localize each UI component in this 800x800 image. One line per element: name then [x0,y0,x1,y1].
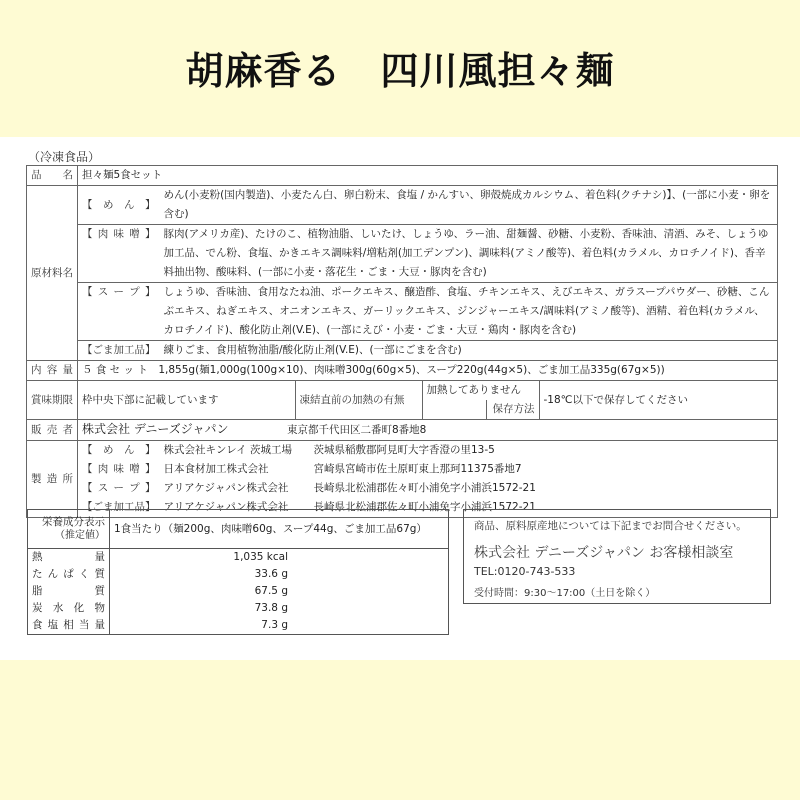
manufacturer-entry [160,441,778,461]
nutrition-row [28,566,449,583]
contents-header: 内容量 [27,361,78,381]
ingredients-header: 原材料名 [27,186,78,361]
nutrition-row [28,617,449,635]
nutrition-value: 73.8 g [254,602,288,614]
ingredient-row [27,225,778,283]
nutrition-label-chars [32,583,105,600]
nutrition-label [28,566,110,583]
nutrition-label-chars [32,617,105,634]
nutrition-label-char: 物 [94,602,105,614]
contact-box [463,509,771,604]
nutrition-label-char: 質 [94,568,105,580]
nutrition-label-char: 水 [52,602,64,614]
nutrition-row [28,600,449,617]
nutrition-value: 7.3 g [261,619,288,631]
nutrition-label-char: 量 [94,619,105,631]
nutrition-estimated: （推定値） [55,530,105,541]
ingredient-sub-label: 【 め ん 】 [78,186,160,225]
manufacturer-company: 日本食材加工株式会社 [163,463,269,475]
nutrition-label-char: 当 [78,619,90,631]
manufacturer-company: アリアケジャパン株式会社 [163,501,289,513]
heating-value-text: 加熱してありません [426,384,521,396]
nutrition-label-chars [32,549,105,566]
nutrition-row [28,583,449,600]
nutrition-label-char: く [78,568,90,580]
nutrition-label-char: ん [47,568,59,580]
contact-company: 株式会社 デニーズジャパン お客様相談室 [474,545,734,561]
ingredient-text: 練りごま、食用植物油脂/酸化防止剤(V.E)、(一部にごまを含む) [160,341,778,361]
nutrition-label-char: 食 [32,619,43,631]
seller-name: 株式会社 デニーズジャパン [82,422,229,436]
nutrition-title: 栄養成分表示 [42,516,105,528]
nutrition-value: 33.6 g [254,568,288,580]
storage-label: 保存方法 [486,400,539,419]
nutrition-value: 1,035 kcal [233,551,288,563]
frozen-food-label: （冷凍食品） [28,150,101,164]
manufacturer-company: 株式会社キンレイ 茨城工場 [163,444,292,456]
manufacturer-row [27,460,778,479]
nutrition-header [28,510,110,549]
nutrition-label-chars [32,566,105,583]
seller-value [78,420,778,441]
nutrition-label-char: 化 [73,602,85,614]
contact-note: 商品、原料原産地については下記までお問合せください。 [474,520,747,532]
nutrition-label-char: 脂 [32,585,43,597]
ingredient-text: めん(小麦粉(国内製造)、小麦たん白、卵白粉末、食塩 / かんすい、卵殻焼成カルシウム、着色料(クチナシ)】、(一部に小麦・卵を含む) [160,186,778,225]
nutrition-label [28,617,110,635]
page-title: 胡麻香る 四川風担々麺 [185,49,615,93]
manufacturer-sub-label: 【 ス ー プ 】 [78,479,160,498]
nutrition-label-char: ぱ [63,568,74,580]
ingredient-sub-label: 【 ス ー プ 】 [78,283,160,341]
nutrition-table [27,509,449,635]
product-name-row [27,166,778,186]
manufacturer-entry [160,460,778,479]
nutrition-label-char: 質 [94,585,105,597]
manufacturer-row [27,441,778,461]
seller-row [27,420,778,441]
heating-label: 凍結直前の加熱の有無 [295,381,422,420]
ingredient-text: しょうゆ、香味油、食用なたね油、ポークエキス、醸造酢、食塩、チキンエキス、えびエキス、ガラスープパウダー、砂糖、こんぶエキス、ねぎエキス、オニオンエキス、ガーリックエキス、ジンジャーエキス/調味料(アミノ酸等)、酒精、着色料(カラメル、カロチノイド)、酸化防止剤(V.E)、(一部にえび・小麦・ごま・大豆・鶏肉・豚肉を含む) [160,283,778,341]
product-name-value: 担々麺5食セット [78,166,778,186]
nutrition-value: 67.5 g [254,585,288,597]
best-before-header: 賞味期限 [27,381,78,420]
best-before-row [27,381,778,420]
nutrition-label-char: 塩 [47,619,59,631]
manufacturer-company: アリアケジャパン株式会社 [163,482,289,494]
manufacturer-sub-label: 【 め ん 】 [78,441,160,461]
label-table [26,165,778,518]
manufacturer-address: 長崎県北松浦郡佐々町小浦免字小浦浜1572-21 [313,482,536,494]
manufacturer-address: 長崎県北松浦郡佐々町小浦免字小浦浜1572-21 [313,501,536,513]
nutrition-row [28,549,449,567]
manufacturer-sub-label: 【 肉 味 噌 】 [78,460,160,479]
manufacturer-address: 茨城県稲敷郡阿見町大字香澄の里13-5 [313,444,495,456]
product-name-header: 品 名 [27,166,78,186]
nutrition-label-char: 量 [94,551,105,563]
contents-value: ５ 食 セ ッ ト 1,855g(麺1,000g(100g×10)、肉味噌300g(60g×5)、スープ220g(44g×5)、ごま加工品335g(67g×5)) [78,361,778,381]
storage-value: -18℃以下で保存してください [539,381,778,420]
ingredient-row [27,186,778,225]
contact-tel: TEL:0120-743-533 [474,565,576,578]
manufacturer-address: 宮崎県宮崎市佐土原町東上那珂11375番地7 [313,463,522,475]
contact-hours: 受付時間：9:30～17:00（土日を除く） [474,588,656,599]
contents-row [27,361,778,381]
nutrition-label [28,549,110,567]
nutrition-label-char: た [32,568,43,580]
nutrition-label-char: 相 [63,619,74,631]
manufacturer-header: 製造所 [27,441,78,518]
nutrition-header-row [28,510,449,549]
ingredient-sub-label: 【 肉 味 噌 】 [78,225,160,283]
nutrition-serving: 1食当たり（麺200g、肉味噌60g、スープ44g、ごま加工品67g） [110,510,449,549]
manufacturer-row [27,479,778,498]
nutrition-label [28,583,110,600]
best-before-value: 枠中央下部に記載しています [78,381,296,420]
manufacturer-entry [160,479,778,498]
seller-address: 東京都千代田区二番町8番地8 [287,424,427,436]
nutrition-label-char: 熱 [32,551,43,563]
seller-header: 販売者 [27,420,78,441]
manufacturer-sub-label: 【ごま加工品】 [78,498,160,518]
nutrition-label-char: 炭 [32,602,43,614]
ingredient-row [27,341,778,361]
ingredient-sub-label: 【ごま加工品】 [78,341,160,361]
nutrition-label-chars [32,600,105,617]
ingredient-text: 豚肉(アメリカ産)、たけのこ、植物油脂、しいたけ、しょうゆ、ラー油、甜麺醤、砂糖、小麦粉、香味油、清酒、みそ、しょうゆ加工品、でん粉、食塩、かきエキス調味料/増粘剤(加工デンプン)、調味料(アミノ酸等)、着色料(カラメル、カロチノイド)、香辛料抽出物、酸味料、(一部に小麦・落花生・ごま・大豆・豚肉を含む) [160,225,778,283]
nutrition-label [28,600,110,617]
heating-value [422,381,539,420]
ingredient-row [27,283,778,341]
